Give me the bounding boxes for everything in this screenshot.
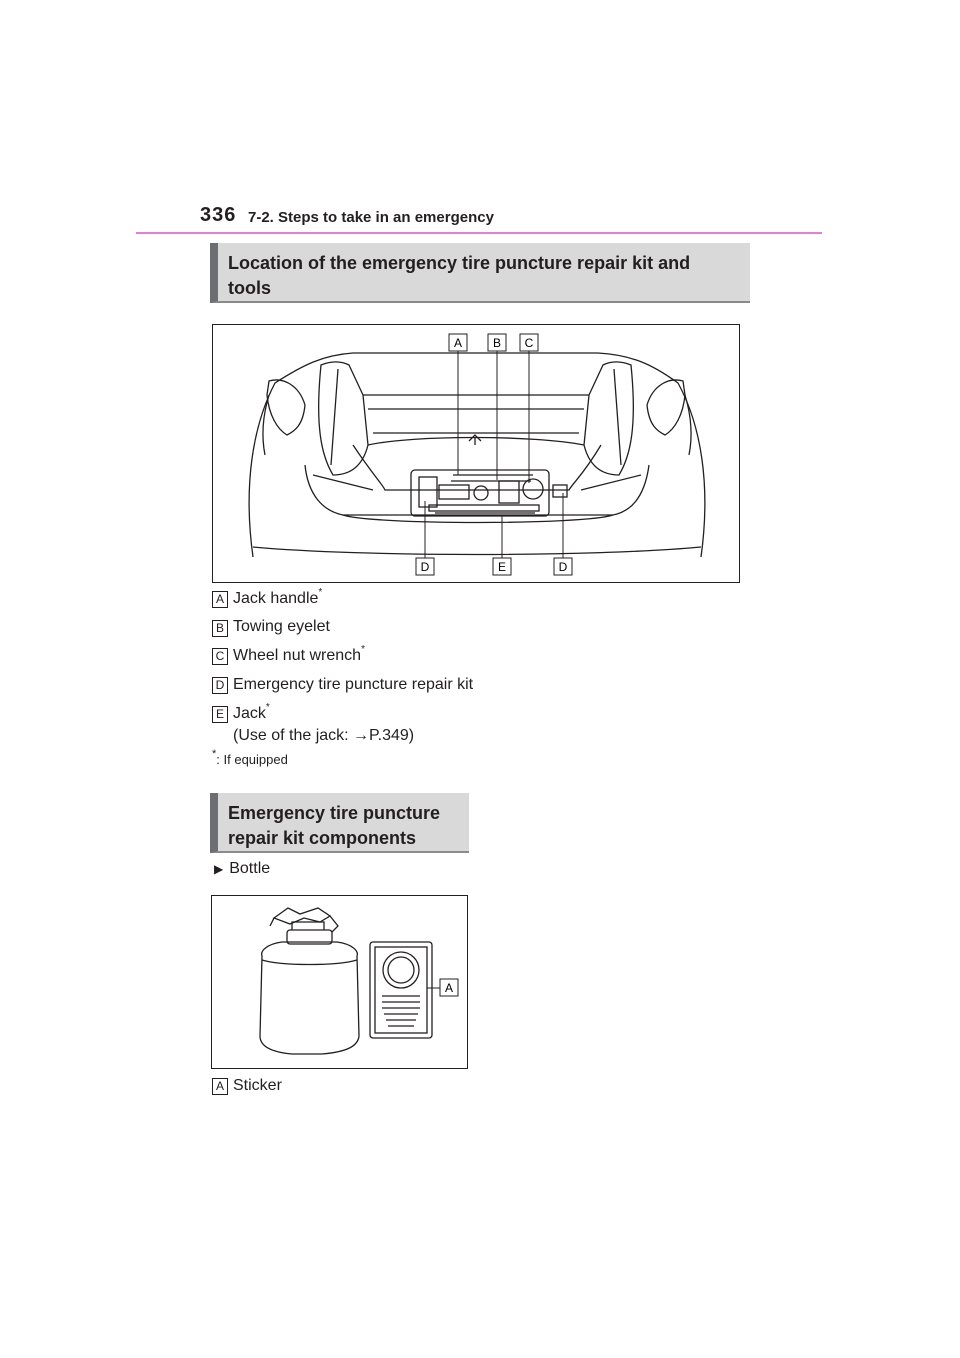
section-heading-components	[210, 793, 469, 853]
bullet-label: Bottle	[229, 860, 271, 877]
list-item	[233, 618, 330, 636]
callout-letter: C	[524, 336, 534, 350]
footnote-mark: *	[361, 644, 365, 655]
callout-letter: B	[492, 336, 502, 350]
item-letter-badge: A	[212, 1078, 228, 1095]
item-letter-badge: A	[212, 591, 228, 608]
list-item	[233, 676, 473, 694]
bottle-drawing	[212, 896, 467, 1068]
heading-line: Location of the emergency tire puncture repair kit and	[228, 253, 691, 273]
callout-a-top	[449, 334, 467, 351]
item-letter-badge: C	[212, 648, 228, 665]
item-label: Emergency tire puncture repair kit	[233, 676, 474, 693]
heading-line: Emergency tire puncture	[228, 803, 441, 823]
callout-letter: D	[420, 560, 430, 574]
callout-d-left	[416, 558, 434, 575]
item-label: Jack	[233, 705, 266, 722]
footnote-text: : If equipped	[216, 752, 288, 767]
item-label: Sticker	[233, 1077, 282, 1094]
item-label: Jack handle	[233, 590, 319, 607]
item-letter-badge: D	[212, 677, 228, 694]
footnote-mark: *	[318, 587, 323, 598]
section-heading-location	[210, 243, 750, 303]
callout-b-top	[488, 334, 506, 351]
callout-letter: D	[558, 560, 568, 574]
item-letter-badge: B	[212, 620, 228, 637]
callout-a-sticker	[440, 979, 458, 996]
footnote	[212, 748, 288, 767]
list-item	[233, 644, 365, 665]
item-label: Wheel nut wrench	[233, 647, 362, 664]
callout-letter: E	[497, 560, 507, 574]
heading-line: repair kit components	[228, 828, 417, 848]
heading-line: tools	[228, 278, 271, 298]
list-item	[233, 587, 323, 608]
reference-prefix: (Use of the jack:	[233, 727, 354, 744]
callout-e-bottom	[493, 558, 511, 575]
page-reference-link[interactable]: P.349)	[369, 727, 415, 744]
footnote-mark: *	[212, 748, 217, 760]
list-item	[233, 1077, 282, 1095]
callout-c-top	[520, 334, 538, 351]
footnote-mark: *	[265, 702, 270, 713]
callout-letter: A	[444, 981, 454, 995]
trunk-drawing	[213, 325, 739, 582]
header-divider	[136, 232, 822, 234]
reference-arrow-icon: →	[353, 727, 370, 744]
section-title: 7-2. Steps to take in an emergency	[248, 209, 494, 226]
item-letter-badge: E	[212, 706, 228, 723]
callout-d-right	[554, 558, 572, 575]
trunk-tools-illustration	[212, 324, 740, 583]
bullet-arrow-icon: ▶	[214, 862, 224, 876]
callout-letter: A	[453, 336, 463, 350]
item-label: Towing eyelet	[233, 618, 330, 635]
bottle-illustration	[211, 895, 468, 1069]
page-number: 336	[200, 204, 237, 226]
bullet-item	[214, 860, 270, 878]
jack-reference-line	[233, 727, 414, 745]
list-item	[233, 702, 270, 723]
